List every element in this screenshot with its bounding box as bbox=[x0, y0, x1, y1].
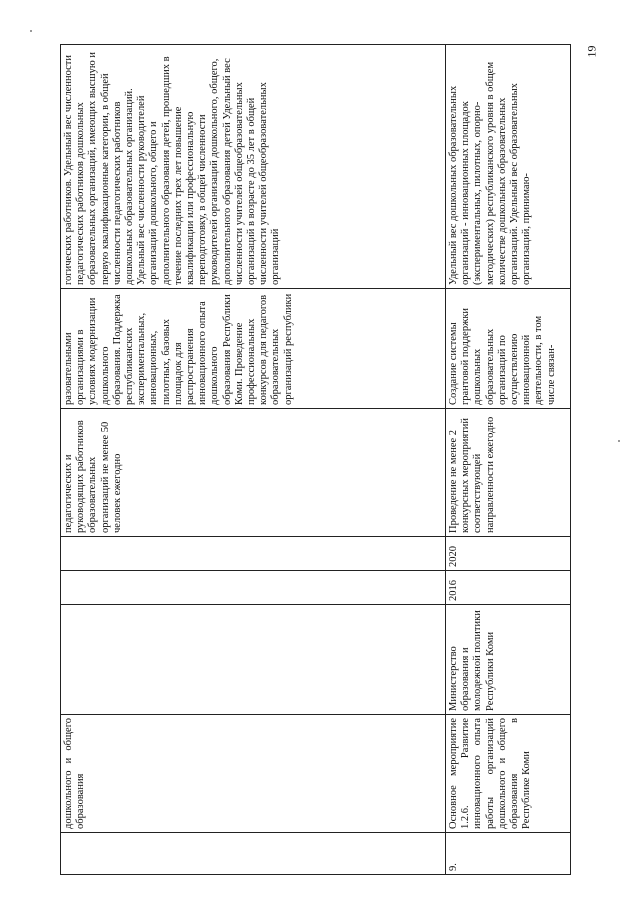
page-number: 19 bbox=[584, 45, 599, 58]
row-number: 9. bbox=[446, 833, 571, 875]
program-table bbox=[60, 44, 571, 875]
result-cell: педагогических и руководящих работников образовательных организаций не менее 50 человек ежегодно bbox=[61, 409, 446, 537]
scan-speck bbox=[618, 440, 620, 442]
row-number bbox=[61, 833, 446, 875]
end-year-cell bbox=[61, 537, 446, 571]
start-year-cell bbox=[61, 571, 446, 605]
start-year-cell: 2016 bbox=[446, 571, 571, 605]
table-row bbox=[446, 45, 571, 875]
indicators-cell: Удельный вес дошкольных образовательных организаций - инновационных площадок (экспериментальных, пилотных, опорно-методических) республиканского уровня в общем количестве дошкольных образовательных организаций. Удельный вес образовательных организаций, принимаю- bbox=[446, 45, 571, 289]
end-year-cell: 2020 bbox=[446, 537, 571, 571]
rotated-table-sheet bbox=[60, 45, 580, 875]
table-row bbox=[61, 45, 446, 875]
executor-cell: Министерство образования и молодежной политики Республики Коми bbox=[446, 605, 571, 715]
result-cell: Проведение не менее 2 конкурсных мероприятий соответствующей направленности ежегодно bbox=[446, 409, 571, 537]
directions-cell: разовательными организациями в условиях модернизации дошкольного образования. Поддержка республиканских экспериментальных, инновационных, пилотных, базовых площадок для распространения инновационного опыта дошкольного образования Республики Коми. Проведение профессиональных конкурсов для педагогов образовательных организаций республики bbox=[61, 289, 446, 409]
indicators-cell: гогических работников. Удельный вес численности педагогических работников дошкольных образовательных организаций, имеющих высшую и первую квалификационные категории, в общей численности педагогических работников дошкольных образовательных организаций. Удельный вес численности руководителей организаций дошкольного, общего и дополнительного образования детей, прошедших в течение последних трех лет повышение квалификации или профессиональную переподготовку, в общей численности руководителей организаций дошкольного, общего, дополнительного образования детей Удельный вес численности учителей общеобразовательных организаций в возрасте до 35 лет в общей численности учителей общеобразовательных организаций bbox=[61, 45, 446, 289]
directions-cell: Создание системы грантовой поддержки дошкольных образовательных организаций по осуществлению инновационной деятельности, в том числе связан- bbox=[446, 289, 571, 409]
event-cell: Основное мероприятие 1.2.6. Развитие инновационного опыта работы организаций дошкольного и общего образования в Республике Коми bbox=[446, 715, 571, 833]
executor-cell bbox=[61, 605, 446, 715]
event-cell: дошкольного и общего образования bbox=[61, 715, 446, 833]
scan-speck bbox=[30, 30, 32, 32]
